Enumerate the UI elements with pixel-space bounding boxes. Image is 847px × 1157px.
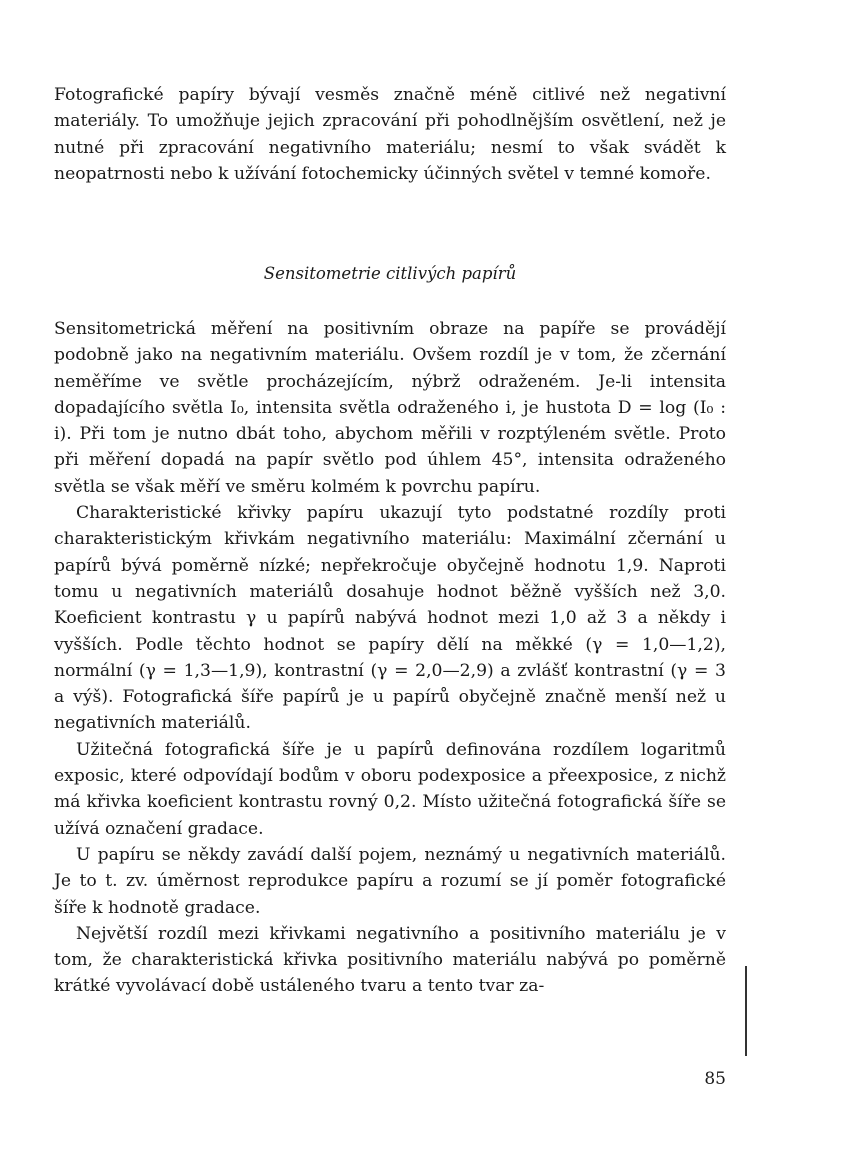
margin-pencil-line [745, 966, 747, 1056]
section-body [54, 316, 726, 1000]
paragraph-characteristic-curves: Charakteristické křivky papíru ukazují tyto podstatné rozdíly proti charakteristickým křivkám negativního materiálu: Maximální zčernání u papírů bývá poměrně nízké; nepřekročuje obyčejně hodnotu 1,9. Naproti tomu u negativních materiálů dosahuje hodnot běžně vyšších než 3,0. Koeficient kontrastu γ u papírů nabývá hodnot mezi 1,0 až 3 a někdy i vyšších. Podle těchto hodnot se papíry dělí na měkké (γ = 1,0—1,2), normální (γ = 1,3—1,9), kontrastní (γ = 2,0—2,9) a zvlášť kontrastní (γ = 3 a výš). Fotografická šíře papírů je u papírů obyčejně značně menší než u negativních materiálů. [54, 503, 726, 734]
paragraph-useful-latitude: Užitečná fotografická šíře je u papírů definována rozdílem logaritmů exposic, které odpovídají bodům v oboru podexposice a přeexposice, z nichž má křivka koeficient kontrastu rovný 0,2. Místo užitečná fotografická šíře se užívá označení gradace. [54, 739, 726, 839]
paragraph-intro: Fotografické papíry bývají vesměs značně méně citlivé než negativní materiály. To umožňuje jejich zpracování při pohodlnějším osvětlení, než je nutné při zpracování negativního materiálu; nesmí to však svádět k neopatrnosti nebo k užívání fotochemicky účinných světel v temné komoře. [54, 85, 726, 184]
paragraph-reproduction-ratio: U papíru se někdy zavádí další pojem, neznámý u negativních materiálů. Je to t. zv. úměrnost reprodukce papíru a rozumí se jí poměr fotografické šíře k hodnotě gradace. [54, 844, 726, 918]
paragraph-largest-difference: Největší rozdíl mezi křivkami negativního a positivního materiálu je v tom, že charakteristická křivka positivního materiálu nabývá po poměrně krátké vyvolávací době ustáleného tvaru a tento tvar za- [54, 923, 726, 997]
page-number: 85 [704, 1069, 726, 1089]
paragraph-sensitometry: Sensitometrická měření na positivním obraze na papíře se provádějí podobně jako na negativním materiálu. Ovšem rozdíl je v tom, že zčernání neměříme ve světle procházejícím, nýbrž odraženém. Je-li intensita dopadajícího světla I₀, intensita světla odraženého i, je hustota D = log (I₀ : i). Při tom je nutno dbát toho, abychom měřili v rozptýleném světle. Proto při měření dopadá na papír světlo pod úhlem 45°, intensita odraženého světla se však měří ve směru kolmém k povrchu papíru. [54, 319, 726, 497]
section-heading: Sensitometrie citlivých papírů [263, 264, 517, 283]
intro-block [54, 82, 726, 187]
